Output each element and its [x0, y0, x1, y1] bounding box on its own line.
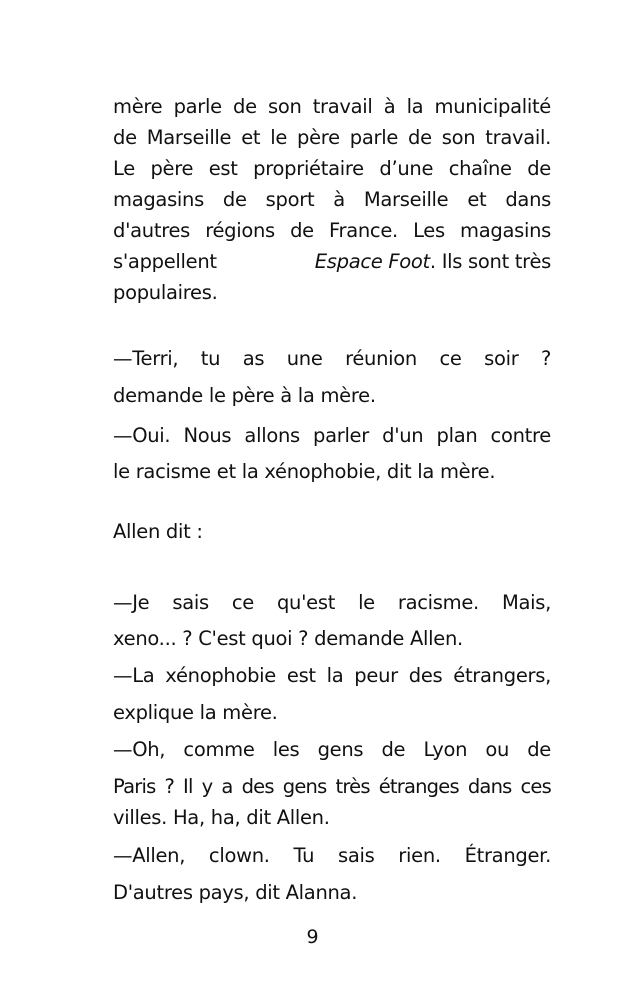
text-line: —La xénophobie est la peur des étrangers, [113, 664, 551, 687]
text-line: Le père est propriétaire d’une chaîne de [113, 157, 551, 180]
text-line: le racisme et la xénophobie, dit la mère. [113, 460, 496, 483]
text-line: —Je sais ce qu'est le racisme. Mais, [113, 591, 551, 614]
text-line: mère parle de son travail à la municipalité [113, 95, 551, 118]
text-line: xeno... ? C'est quoi ? demande Allen. [113, 627, 463, 650]
text-line: —Oui. Nous allons parler d'un plan contre [113, 424, 551, 447]
text-line: —Oh, comme les gens de Lyon ou de [113, 738, 551, 761]
text-line: villes. Ha, ha, dit Allen. [113, 806, 330, 829]
text-line: explique la mère. [113, 701, 278, 724]
text-line: Paris ? Il y a des gens très étranges dans ces [113, 775, 551, 798]
text-line: Allen dit : [113, 520, 203, 543]
text-line: D'autres pays, dit Alanna. [113, 881, 358, 904]
text-line: populaires. [113, 281, 218, 304]
text-line: —Allen, clown. Tu sais rien. Étranger. [113, 844, 551, 867]
text-line: —Terri, tu as une réunion ce soir ? [113, 347, 551, 370]
text-line: demande le père à la mère. [113, 384, 376, 407]
text-line: de Marseille et le père parle de son travail. [113, 126, 551, 149]
text-line [113, 250, 551, 274]
text-line: magasins de sport à Marseille et dans [113, 188, 551, 211]
emphasis-text: Espace Foot [314, 250, 430, 273]
text-fragment: s'appellent [113, 250, 217, 273]
text-line: d'autres régions de France. Les magasins [113, 219, 551, 242]
page-number: 9 [306, 926, 319, 948]
text-fragment: . Ils sont très [429, 250, 551, 273]
